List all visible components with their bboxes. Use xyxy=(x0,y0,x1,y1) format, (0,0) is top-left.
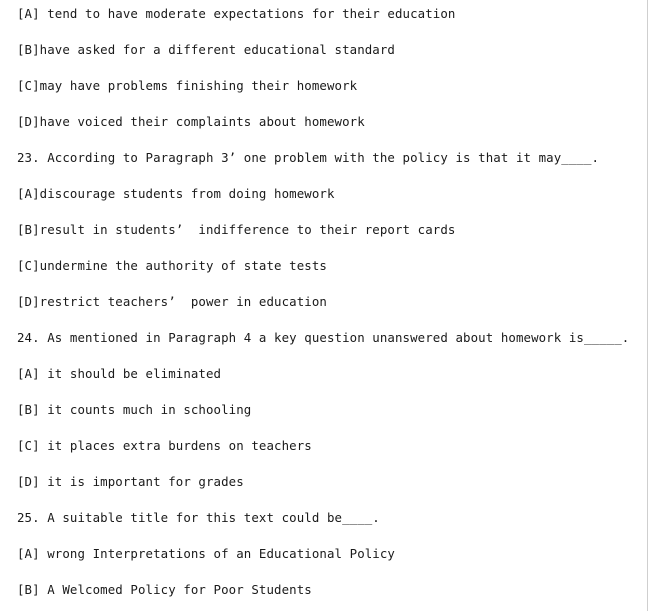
q24-option-d: [D] it is important for grades xyxy=(17,474,244,489)
q22-option-c: [C]may have problems finishing their homework xyxy=(17,78,358,93)
q24-option-a: [A] it should be eliminated xyxy=(17,366,222,381)
question-25: 25. A suitable title for this text could be____. xyxy=(17,510,380,525)
q23-option-a: [A]discourage students from doing homework xyxy=(17,186,335,201)
q25-option-a: [A] wrong Interpretations of an Educational Policy xyxy=(17,546,395,561)
q25-option-b: [B] A Welcomed Policy for Poor Students xyxy=(17,582,312,597)
page-edge-divider xyxy=(647,0,648,611)
q24-option-c: [C] it places extra burdens on teachers xyxy=(17,438,312,453)
q22-option-d: [D]have voiced their complaints about homework xyxy=(17,114,365,129)
q24-option-b: [B] it counts much in schooling xyxy=(17,402,252,417)
question-24: 24. As mentioned in Paragraph 4 a key question unanswered about homework is_____. xyxy=(17,330,630,345)
q22-option-b: [B]have asked for a different educational standard xyxy=(17,42,395,57)
q23-option-d: [D]restrict teachers’ power in education xyxy=(17,294,327,309)
question-23: 23. According to Paragraph 3’ one problem with the policy is that it may____. xyxy=(17,150,600,165)
q22-option-a: [A] tend to have moderate expectations for their education xyxy=(17,6,456,21)
q23-option-b: [B]result in students’ indifference to their report cards xyxy=(17,222,456,237)
q23-option-c: [C]undermine the authority of state tests xyxy=(17,258,327,273)
